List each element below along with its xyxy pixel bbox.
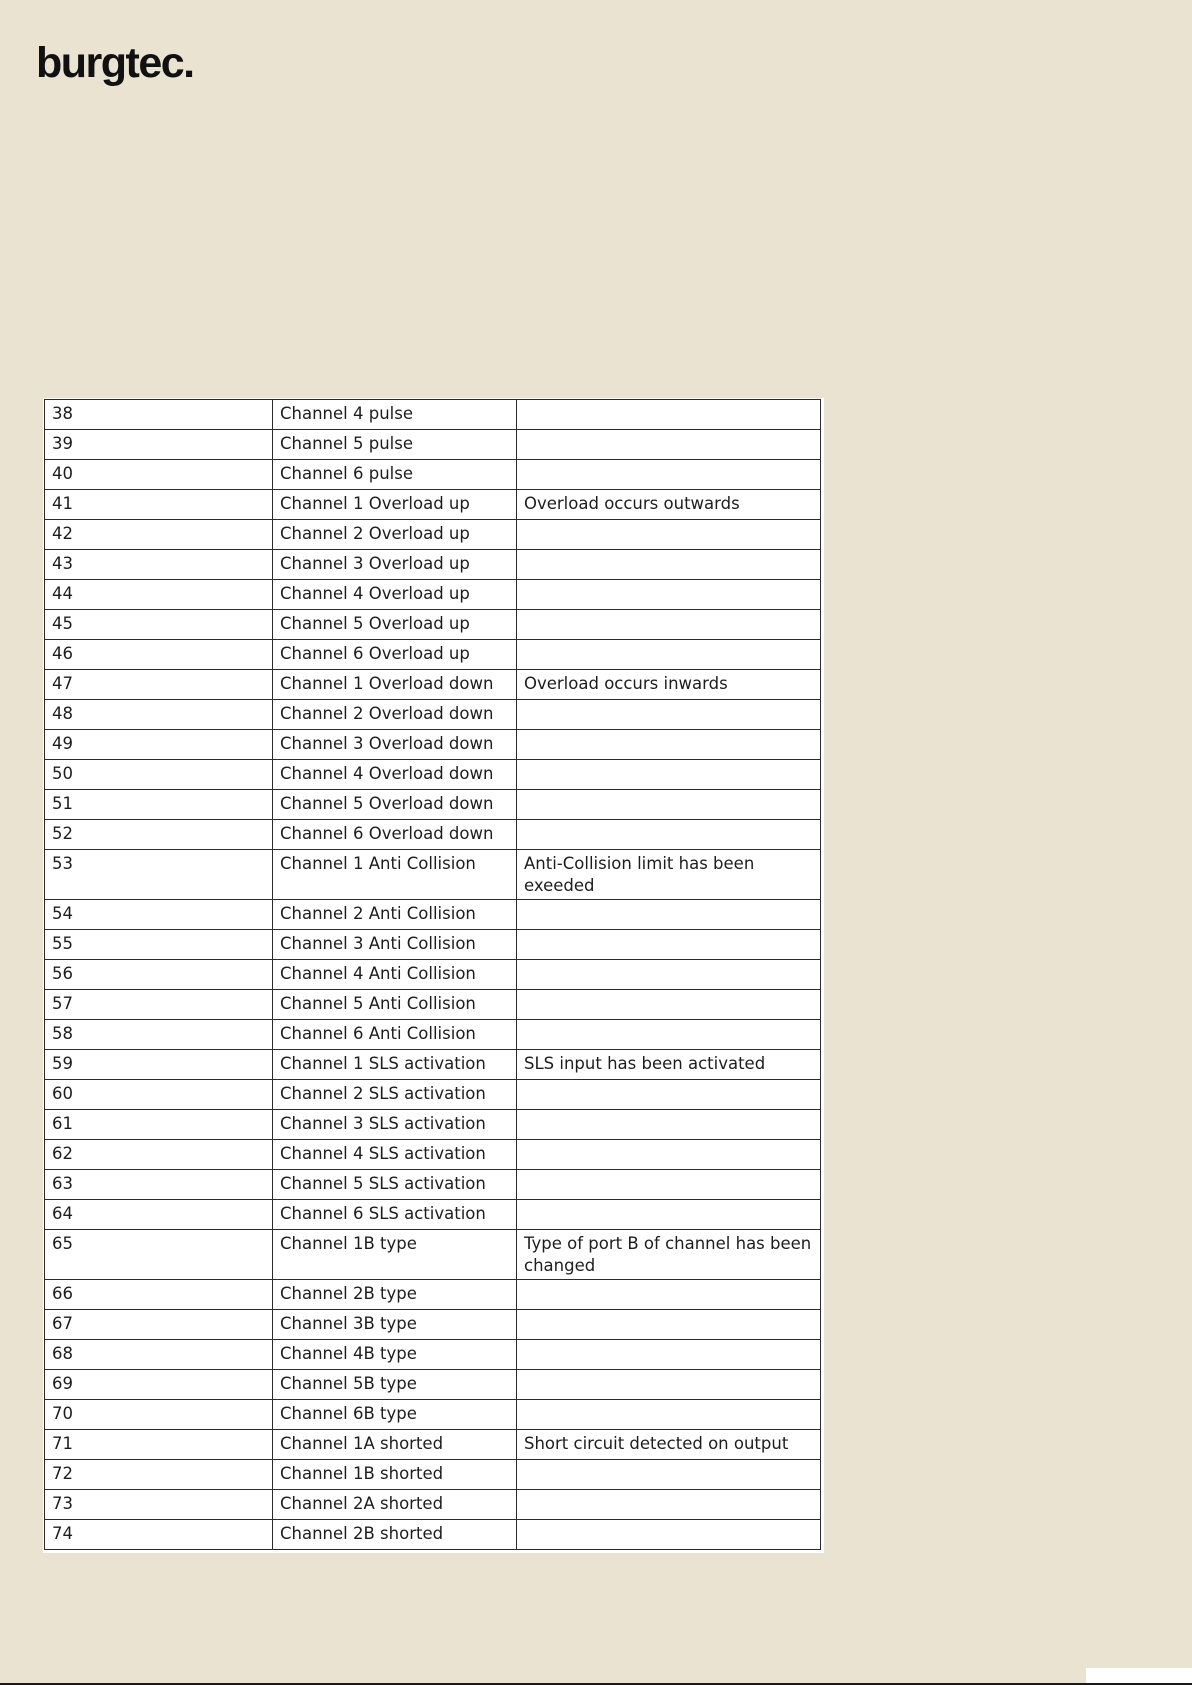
table-row: [45, 1460, 821, 1490]
event-name-cell: Channel 3 Overload up: [273, 550, 517, 580]
table-row: [45, 580, 821, 610]
table-row: [45, 1230, 821, 1280]
event-name-cell: Channel 3 Overload down: [273, 730, 517, 760]
event-name-cell: Channel 4 Overload down: [273, 760, 517, 790]
event-description-cell: [517, 1520, 821, 1550]
event-name-cell: Channel 1 Anti Collision: [273, 850, 517, 900]
event-name-cell: Channel 2 Overload down: [273, 700, 517, 730]
row-number-cell: 56: [45, 960, 273, 990]
event-name-cell: Channel 2B type: [273, 1280, 517, 1310]
event-name-cell: Channel 2 Overload up: [273, 520, 517, 550]
row-number-cell: 53: [45, 850, 273, 900]
event-table: [44, 399, 821, 1550]
event-name-cell: Channel 5 pulse: [273, 430, 517, 460]
event-description-cell: [517, 520, 821, 550]
event-description-cell: Short circuit detected on output: [517, 1430, 821, 1460]
table-row: [45, 1140, 821, 1170]
table-row: [45, 1370, 821, 1400]
event-description-cell: [517, 1370, 821, 1400]
table-row: [45, 490, 821, 520]
event-name-cell: Channel 5 Overload down: [273, 790, 517, 820]
event-description-cell: [517, 1460, 821, 1490]
event-name-cell: Channel 6 Overload down: [273, 820, 517, 850]
row-number-cell: 45: [45, 610, 273, 640]
table-row: [45, 460, 821, 490]
event-description-cell: [517, 700, 821, 730]
table-row: [45, 730, 821, 760]
event-name-cell: Channel 4 pulse: [273, 400, 517, 430]
row-number-cell: 59: [45, 1050, 273, 1080]
event-table-body: [45, 400, 821, 1550]
event-name-cell: Channel 4 Anti Collision: [273, 960, 517, 990]
event-description-cell: Overload occurs inwards: [517, 670, 821, 700]
row-number-cell: 64: [45, 1200, 273, 1230]
event-name-cell: Channel 6 pulse: [273, 460, 517, 490]
event-description-cell: [517, 1080, 821, 1110]
table-row: [45, 1200, 821, 1230]
table-row: [45, 930, 821, 960]
row-number-cell: 39: [45, 430, 273, 460]
event-description-cell: [517, 610, 821, 640]
table-row: [45, 1310, 821, 1340]
table-row: [45, 1280, 821, 1310]
event-description-cell: [517, 790, 821, 820]
table-row: [45, 1430, 821, 1460]
event-description-cell: [517, 1140, 821, 1170]
event-name-cell: Channel 5 Overload up: [273, 610, 517, 640]
table-row: [45, 610, 821, 640]
row-number-cell: 74: [45, 1520, 273, 1550]
table-row: [45, 430, 821, 460]
row-number-cell: 66: [45, 1280, 273, 1310]
table-row: [45, 1400, 821, 1430]
event-description-cell: [517, 1490, 821, 1520]
event-name-cell: Channel 6 SLS activation: [273, 1200, 517, 1230]
event-name-cell: Channel 6 Anti Collision: [273, 1020, 517, 1050]
event-name-cell: Channel 3 SLS activation: [273, 1110, 517, 1140]
event-description-cell: [517, 990, 821, 1020]
event-description-cell: [517, 1110, 821, 1140]
row-number-cell: 52: [45, 820, 273, 850]
table-row: [45, 1020, 821, 1050]
table-row: [45, 1340, 821, 1370]
row-number-cell: 50: [45, 760, 273, 790]
row-number-cell: 67: [45, 1310, 273, 1340]
row-number-cell: 40: [45, 460, 273, 490]
event-description-cell: [517, 1200, 821, 1230]
event-name-cell: Channel 2B shorted: [273, 1520, 517, 1550]
event-description-cell: [517, 460, 821, 490]
row-number-cell: 49: [45, 730, 273, 760]
event-name-cell: Channel 5 SLS activation: [273, 1170, 517, 1200]
event-name-cell: Channel 1 Overload down: [273, 670, 517, 700]
event-description-cell: [517, 1280, 821, 1310]
row-number-cell: 38: [45, 400, 273, 430]
table-row: [45, 760, 821, 790]
event-name-cell: Channel 1 Overload up: [273, 490, 517, 520]
row-number-cell: 54: [45, 900, 273, 930]
event-description-cell: Type of port B of channel has been changed: [517, 1230, 821, 1280]
event-description-cell: [517, 760, 821, 790]
table-row: [45, 820, 821, 850]
event-description-cell: [517, 1020, 821, 1050]
event-name-cell: Channel 4B type: [273, 1340, 517, 1370]
event-description-cell: [517, 400, 821, 430]
table-row: [45, 1490, 821, 1520]
event-description-cell: [517, 1400, 821, 1430]
event-name-cell: Channel 3B type: [273, 1310, 517, 1340]
event-name-cell: Channel 3 Anti Collision: [273, 930, 517, 960]
row-number-cell: 60: [45, 1080, 273, 1110]
row-number-cell: 47: [45, 670, 273, 700]
event-description-cell: [517, 930, 821, 960]
event-description-cell: [517, 430, 821, 460]
row-number-cell: 68: [45, 1340, 273, 1370]
table-row: [45, 640, 821, 670]
event-description-cell: SLS input has been activated: [517, 1050, 821, 1080]
row-number-cell: 41: [45, 490, 273, 520]
table-row: [45, 790, 821, 820]
event-name-cell: Channel 2 Anti Collision: [273, 900, 517, 930]
table-row: [45, 900, 821, 930]
row-number-cell: 57: [45, 990, 273, 1020]
event-name-cell: Channel 4 SLS activation: [273, 1140, 517, 1170]
event-description-cell: Overload occurs outwards: [517, 490, 821, 520]
event-description-cell: [517, 640, 821, 670]
row-number-cell: 44: [45, 580, 273, 610]
table-row: [45, 990, 821, 1020]
event-name-cell: Channel 5 Anti Collision: [273, 990, 517, 1020]
table-row: [45, 960, 821, 990]
event-description-cell: [517, 1310, 821, 1340]
event-name-cell: Channel 4 Overload up: [273, 580, 517, 610]
row-number-cell: 51: [45, 790, 273, 820]
event-description-cell: [517, 1340, 821, 1370]
row-number-cell: 71: [45, 1430, 273, 1460]
table-row: [45, 400, 821, 430]
row-number-cell: 42: [45, 520, 273, 550]
event-name-cell: Channel 1B type: [273, 1230, 517, 1280]
event-name-cell: Channel 6 Overload up: [273, 640, 517, 670]
table-row: [45, 850, 821, 900]
row-number-cell: 61: [45, 1110, 273, 1140]
table-row: [45, 670, 821, 700]
event-name-cell: Channel 1A shorted: [273, 1430, 517, 1460]
table-row: [45, 700, 821, 730]
row-number-cell: 58: [45, 1020, 273, 1050]
event-name-cell: Channel 1 SLS activation: [273, 1050, 517, 1080]
row-number-cell: 46: [45, 640, 273, 670]
table-row: [45, 520, 821, 550]
event-description-cell: [517, 900, 821, 930]
row-number-cell: 72: [45, 1460, 273, 1490]
event-table-container: [43, 398, 824, 1553]
table-row: [45, 550, 821, 580]
row-number-cell: 55: [45, 930, 273, 960]
event-name-cell: Channel 1B shorted: [273, 1460, 517, 1490]
row-number-cell: 73: [45, 1490, 273, 1520]
row-number-cell: 48: [45, 700, 273, 730]
table-row: [45, 1080, 821, 1110]
event-description-cell: [517, 960, 821, 990]
table-row: [45, 1050, 821, 1080]
brand-logo: burgtec.: [36, 39, 194, 87]
event-description-cell: [517, 550, 821, 580]
row-number-cell: 65: [45, 1230, 273, 1280]
table-row: [45, 1170, 821, 1200]
row-number-cell: 69: [45, 1370, 273, 1400]
event-name-cell: Channel 6B type: [273, 1400, 517, 1430]
event-description-cell: [517, 1170, 821, 1200]
event-description-cell: [517, 730, 821, 760]
table-row: [45, 1110, 821, 1140]
event-name-cell: Channel 5B type: [273, 1370, 517, 1400]
event-description-cell: [517, 580, 821, 610]
row-number-cell: 63: [45, 1170, 273, 1200]
row-number-cell: 43: [45, 550, 273, 580]
event-description-cell: [517, 820, 821, 850]
event-name-cell: Channel 2A shorted: [273, 1490, 517, 1520]
event-name-cell: Channel 2 SLS activation: [273, 1080, 517, 1110]
table-row: [45, 1520, 821, 1550]
row-number-cell: 70: [45, 1400, 273, 1430]
event-description-cell: Anti-Collision limit has been exeeded: [517, 850, 821, 900]
row-number-cell: 62: [45, 1140, 273, 1170]
